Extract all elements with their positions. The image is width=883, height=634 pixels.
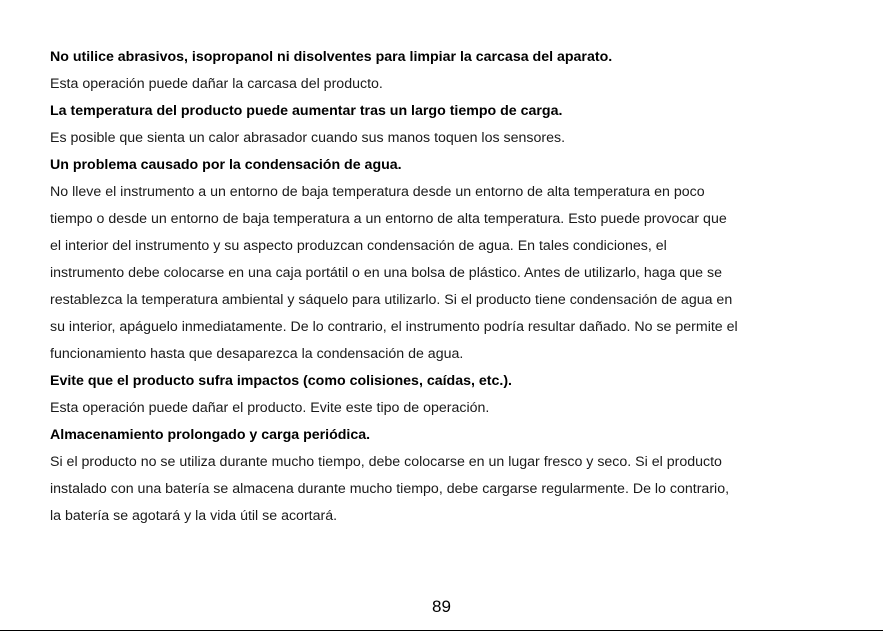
section-heading-abrasives: No utilice abrasivos, isopropanol ni disolventes para limpiar la carcasa del aparato.	[50, 49, 613, 65]
section-heading-temperature: La temperatura del producto puede aumentar tras un largo tiempo de carga.	[50, 103, 563, 119]
section-heading-impacts: Evite que el producto sufra impactos (como colisiones, caídas, etc.).	[50, 373, 513, 389]
section-text-line: Es posible que sienta un calor abrasador cuando sus manos toquen los sensores.	[50, 130, 566, 146]
section-text-line: el interior del instrumento y su aspecto produzcan condensación de agua. En tales condiciones, el	[50, 238, 667, 254]
document-body	[50, 44, 840, 530]
section-heading-condensation: Un problema causado por la condensación de agua.	[50, 157, 402, 173]
section-text-line: tiempo o desde un entorno de baja temperatura a un entorno de alta temperatura. Esto puede provocar que	[50, 211, 727, 227]
section-text-line: su interior, apáguelo inmediatamente. De lo contrario, el instrumento podría resultar dañado. No se permite el	[50, 319, 738, 335]
section-text-line: instalado con una batería se almacena durante mucho tiempo, debe cargarse regularmente. De lo contrario,	[50, 481, 730, 497]
section-text-line: la batería se agotará y la vida útil se acortará.	[50, 508, 338, 524]
footer-divider	[0, 630, 883, 631]
section-text-line: funcionamiento hasta que desaparezca la condensación de agua.	[50, 346, 464, 362]
section-text-line: Si el producto no se utiliza durante mucho tiempo, debe colocarse en un lugar fresco y seco. Si el producto	[50, 454, 722, 470]
section-text-line: Esta operación puede dañar la carcasa del producto.	[50, 76, 383, 92]
section-text-line: restablezca la temperatura ambiental y sáquelo para utilizarlo. Si el producto tiene condensación de agua en	[50, 292, 733, 308]
section-text-line: instrumento debe colocarse en una caja portátil o en una bolsa de plástico. Antes de utilizarlo, haga que se	[50, 265, 722, 281]
section-text-line: No lleve el instrumento a un entorno de baja temperatura desde un entorno de alta temperatura en poco	[50, 184, 705, 200]
page-number: 89	[432, 597, 451, 616]
section-text-line: Esta operación puede dañar el producto. Evite este tipo de operación.	[50, 400, 490, 416]
section-heading-storage: Almacenamiento prolongado y carga periódica.	[50, 427, 371, 443]
